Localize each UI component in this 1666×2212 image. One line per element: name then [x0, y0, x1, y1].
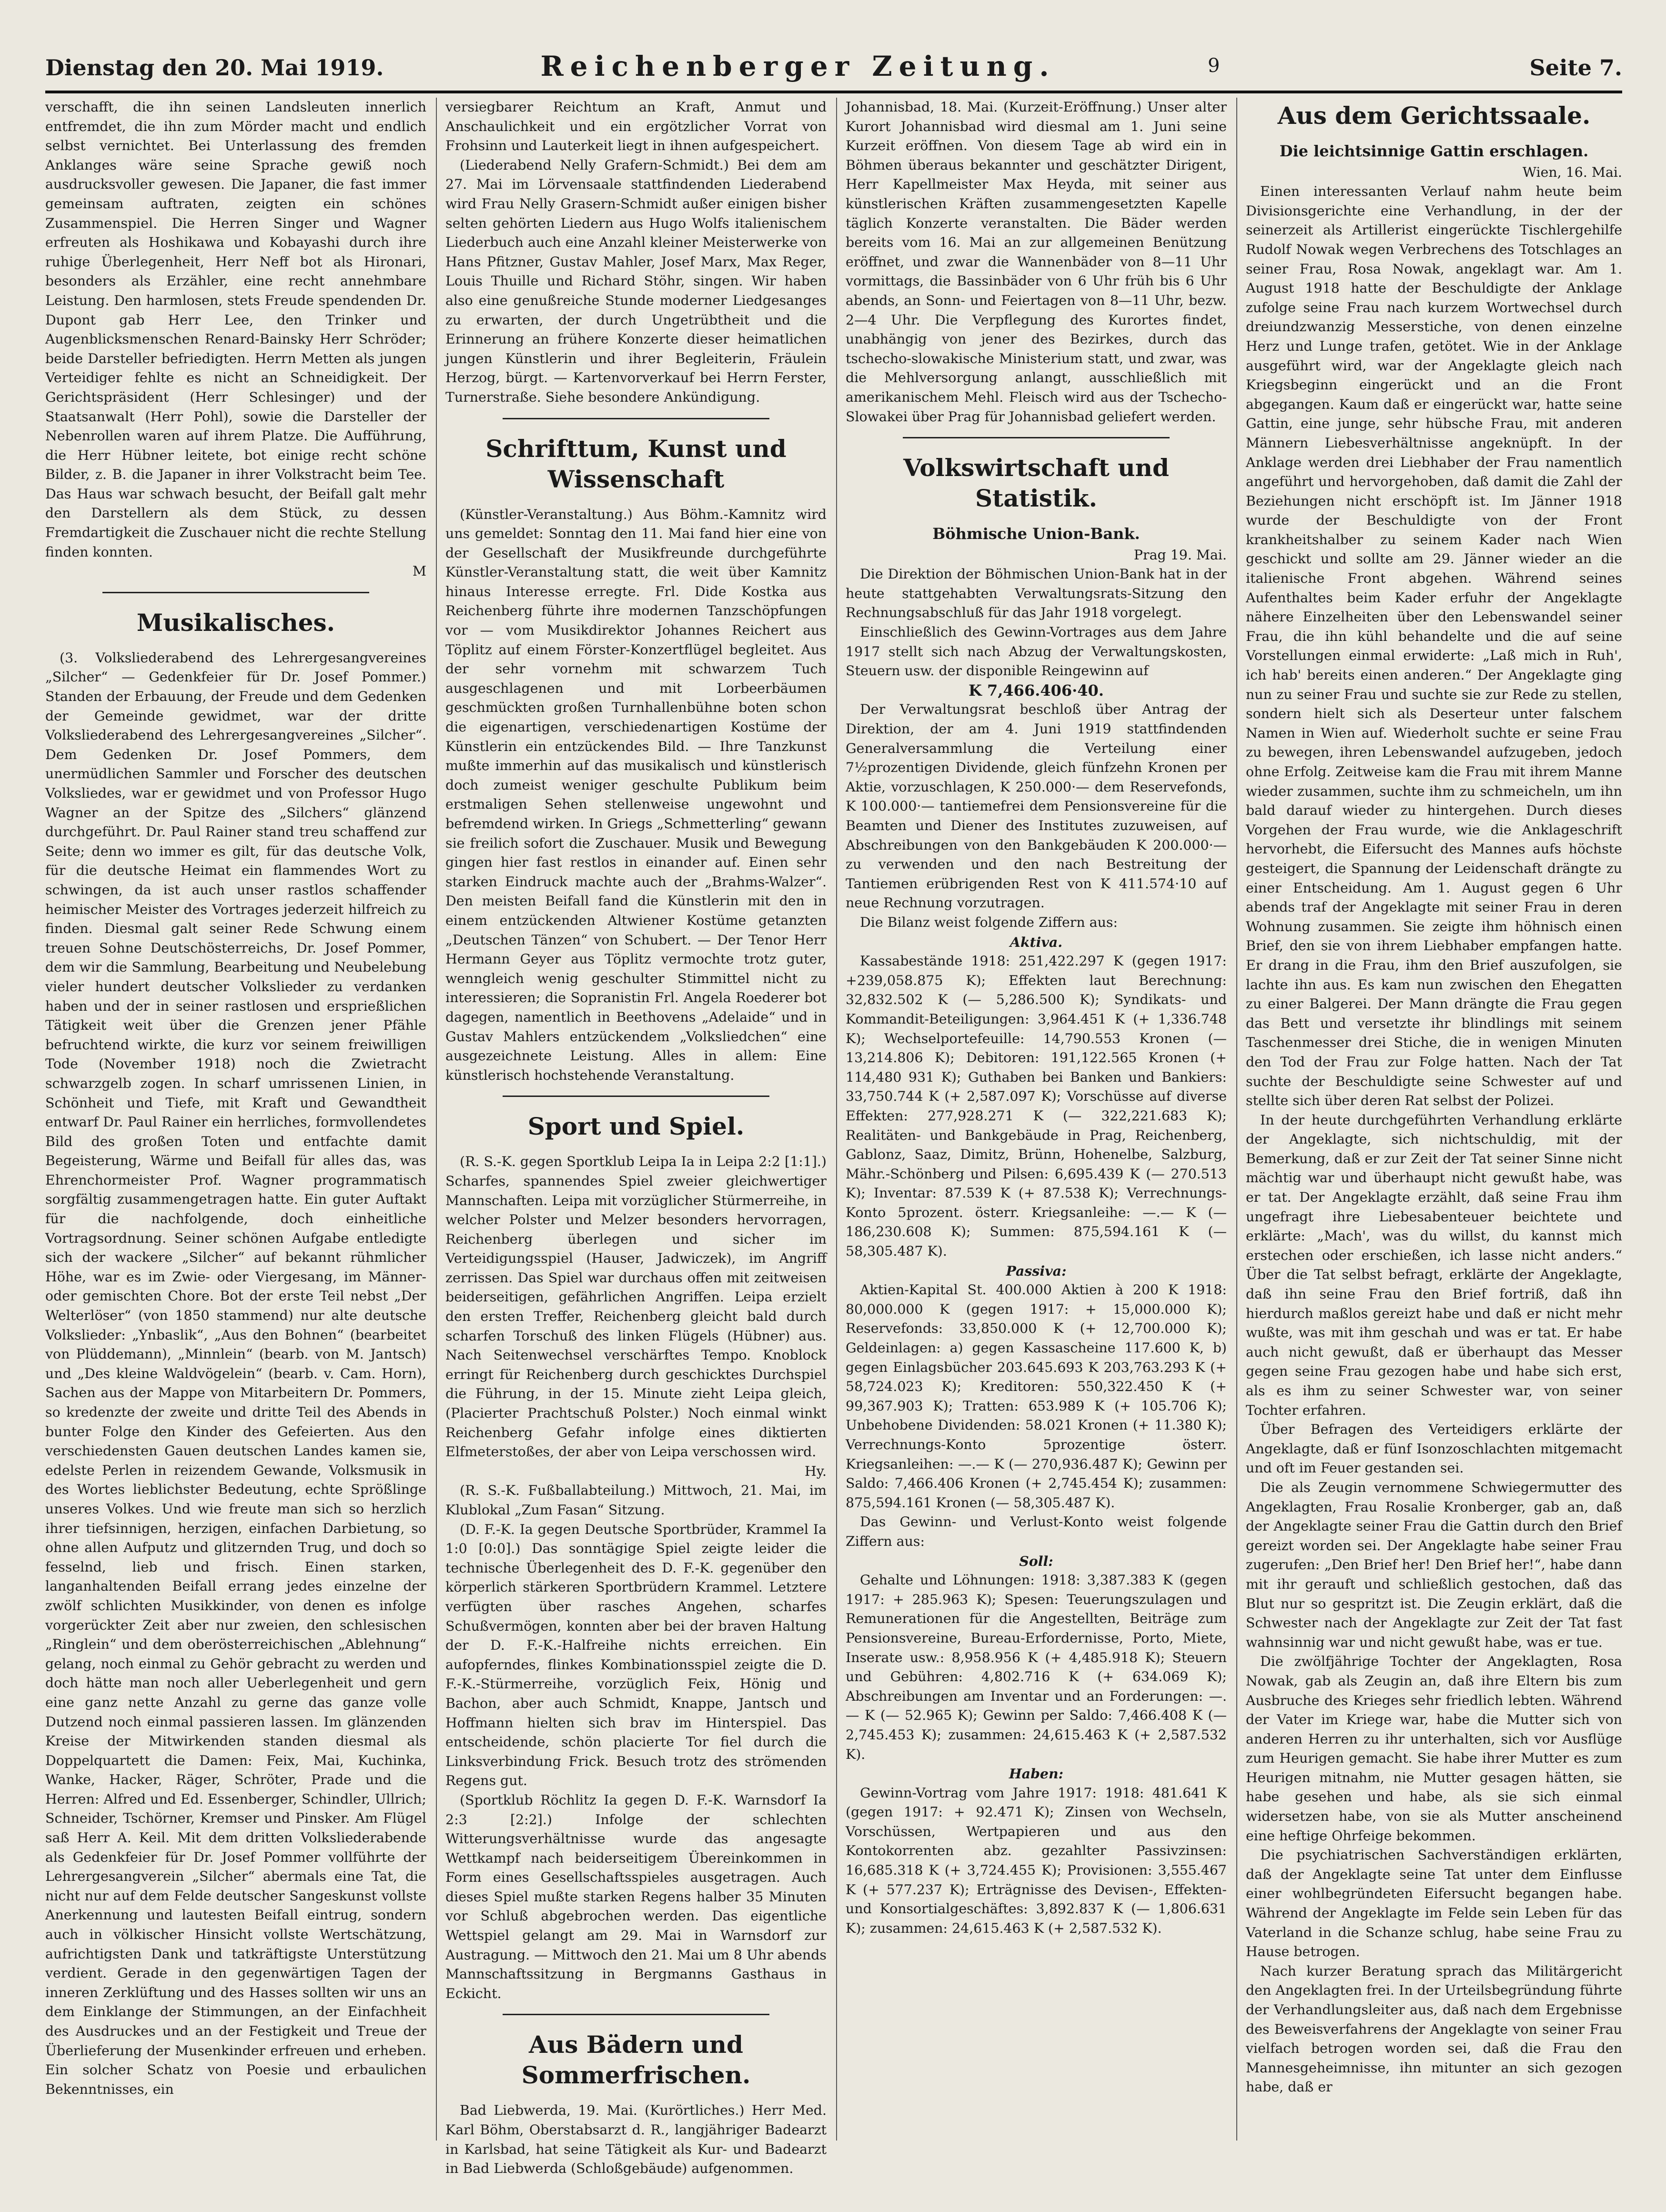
section-rule [903, 437, 1170, 438]
newspaper-title: Reichenberger Zeitung. [540, 50, 1056, 82]
court-report-experts: Die psychiatrischen Sachverständigen erklärten, daß der Angeklagte seine Tat unter dem Einflusse einer wohlbegründeten Eifersucht begangen habe. Während der Angeklagte im Felde sein Leben für das Vaterland in die Schanze schlug, habe seine Frau zu Hause betrogen. [1246, 1847, 1622, 1960]
bank-report-intro: Die Direktion der Böhmischen Union-Bank hat in der heute stattgehabten Verwaltungsrats-Sitzung den Rechnungsabschluß für das Jahr 1918 vorgelegt. [846, 566, 1227, 621]
header-rule [45, 91, 1622, 93]
assets-label: Aktiva. [1010, 934, 1063, 950]
assets-figures: Kassabestände 1918: 251,422.297 K (gegen 1917: +239,058.875 K); Effekten laut Berechnung: 32,832.502 K (— 5,286.500 K); Syndikats- und Kommandit-Beteiligungen: 3,964.451 K (+ 1,336.748 K); Wechselportefeuille: 14,790.553 Kronen (— 13,214.806 K); Debitoren: 191,122.565 Kronen (+ 114,480 931 K); Guthaben bei Banken und Bankiers: 33,750.744 K (+ 2,587.097 K); Vorschüsse auf diverse Effekten: 277,928.271 K (— 322,221.683 K); Realitäten- und Bankgebäude in Prag, Reichenberg, Gablonz, Saaz, Dimitz, Brünn, Hohenelbe, Salzburg, Mähr.-Schönberg und Pilsen: 6,695.439 K (— 270.513 K); Inventar: 87.539 K (+ 87.538 K); Verrechnungs-Konto 5prozent. österr. Kriegsanleihe: —.— K (— 186,230.608 K); Summen: 875,594.161 K (— 58,305.487 K). [846, 953, 1227, 1259]
spa-notice-johannisbad: Johannisbad, 18. Mai. (Kurzeit-Eröffnung.) Unser alter Kurort Johannisbad wird diesmal am 1. Juni seine Kurzeit eröffnen. Von diesem Tage ab wird ein in Böhmen überaus bekannter und geschätzter Dirigent, Herr Kapellmeister Max Heyda, mit seiner aus künstlerischen Kräften zusammengesetzten Kapelle täglich Konzerte veranstalten. Die Bäder werden bereits vom 16. Mai an zur allgemeinen Benützung eröffnet, und zwar die Wannenbäder von 8—11 Uhr vormittags, die Bassinbäder von 6 Uhr früh bis 6 Uhr abends, an Sonn- und Feiertagen von 8—11 Uhr, bezw. 2—4 Uhr. Die Verpflegung des Kurortes findet, unabhängig von jener des Bezirkes, durch das tschecho-slowakische Ministerium statt, und zwar, was die Mehlversorgung anlangt, ausschließlich mit amerikanischem Mehl. Fleisch wird aus der Tschecho-Slowakei über Prag für Johannisbad geliefert werden. [846, 99, 1227, 425]
header-marker: 9 [1208, 55, 1220, 77]
court-dateline: Wien, 16. Mai. [1522, 164, 1622, 180]
theater-review-text: verschafft, die ihn seinen Landsleuten innerlich entfremdet, die ihn zum Mörder macht und endlich selbst vernichtet. Bei Unterlassung des fremden Anklanges wäre seine Sprache gewiß noch ausdrucksvoller gewesen. Die Japaner, die fast immer gemeinsam auftraten, zeigten ein schönes Zusammenspiel. Die Herren Singer und Wagner erfreuten als Hoshikawa und Kobayashi durch ihre ruhige Überlegenheit, Herr Neff bot als Hironari, besonders als Erzähler, eine recht annehmbare Leistung. Den harmlosen, stets Freude spendenden Dr. Dupont gab Herr Lee, den Trinker und Augenblicksmenschen Renard-Bainsky Herr Schröder; beide Darsteller befriedigten. Herrn Metten als jungen Verteidiger fehlte es nicht an Schneidigkeit. Der Gerichtspräsident (Herr Schlesinger) und der Staatsanwalt (Herr Pohl), sowie die Darsteller der Nebenrollen waren auf ihrem Platze. Die Aufführung, die Herr Hübner leitete, bot einige recht schöne Bilder, z. B. die Japaner in ihrer Volkstracht beim Tee. Das Haus war schwach besucht, der Beifall galt mehr den Darstellern als dem Stück, zu dessen Fremdartigkeit die Zuschauer nicht die rechte Stellung finden konnten. [45, 99, 426, 560]
column-4 [1246, 98, 1622, 2141]
column-2 [445, 98, 827, 2177]
section-rule [102, 592, 369, 593]
net-profit-amount: K 7,466.406·40. [969, 681, 1104, 700]
spa-notice-liebwerda: Bad Liebwerda, 19. Mai. (Kurörtliches.) Herr Med. Karl Böhm, Oberstabsarzt d. R., langjähriger Badearzt in Karlsbad, hat seine Tätigkeit als Kur- und Badearzt in Bad Liebwerda (Schloßgebäude) aufgenommen. [445, 2102, 827, 2177]
court-report-defense: Über Befragen des Verteidigers erklärte der Angeklagte, daß er fünf Isonzoschlachten mitgemacht und oft im Feuer gestanden sei. [1246, 1421, 1622, 1476]
section-heading-spas: Aus Bädern und Sommerfrischen. [521, 2030, 751, 2090]
court-report-verdict: Nach kurzer Beratung sprach das Militärgericht den Angeklagten frei. In der Urteilsbegründung führte der Verhandlungsleiter aus, daß nach dem Ergebnisse des Beweisverfahrens der Angeklagte von seiner Frau vielfach betrogen worden sei, daß die Frau den Mannesgeheimnisse, ihn mitunter an sich gezogen habe, daß er [1246, 1963, 1622, 2095]
bank-dateline: Prag 19. Mai. [1133, 547, 1227, 563]
section-rule [503, 418, 769, 419]
section-rule [503, 1096, 769, 1097]
author-signature: M [412, 563, 426, 579]
court-report-witness: Die als Zeugin vernommene Schwiegermutter des Angeklagten, Frau Rosalie Kronberger, gab an, daß der Angeklagte seiner Frau die Gattin durch den Brief gereizt worden sei. Der Angeklagte habe seiner Frau zugerufen: „Den Brief her! Den Brief her!“, habe dann mit ihr gerauft und schließlich gestochen, daß das Blut nur so gespritzt ist. Die Zeugin erklärt, daß die Schwester nach der Angeklagte zur Zeit der Tat fast wahnsinnig war und nicht gewußt habe, was er tue. [1246, 1479, 1622, 1650]
section-heading-music: Musikalisches. [136, 608, 335, 637]
section-heading-court: Aus dem Gerichtssaale. [1277, 101, 1591, 130]
section-heading-sport: Sport und Spiel. [527, 1112, 745, 1141]
column-1 [45, 98, 426, 2141]
section-heading-arts: Schrifttum, Kunst und Wissenschaft [485, 434, 787, 493]
liabilities-label: Passiva: [1006, 1262, 1067, 1279]
profit-loss-intro: Das Gewinn- und Verlust-Konto weist folgende Ziffern aus: [846, 1514, 1227, 1549]
section-rule [503, 2014, 769, 2015]
column-divider [836, 98, 837, 2141]
court-report-text: Einen interessanten Verlauf nahm heute beim Divisionsgerichte eine Verhandlung, in der der seinerzeit als Artillerist eingerückte Tischlergehilfe Rudolf Nowak wegen Verbrechens des Totschlages an seiner Frau, Rosa Nowak, angeklagt war. Am 1. August 1918 hatte der Beschuldigte der Anklage zufolge seine Frau nach kurzem Wortwechsel durch dreiundzwanzig Messerstiche, von denen einzelne Herz und Lunge trafen, getötet. Wie in der Anklage ausgeführt wird, war der Angeklagte gleich nach Kriegsbeginn eingerückt und an die Front abgegangen. Kaum daß er eingerückt war, hatte seine Gattin, eine junge, sehr hübsche Frau, mit anderen Männern Liebesverhältnisse angeknüpft. In der Anklage werden drei Liebhaber der Frau namentlich angeführt und hervorgehoben, daß damit die Zahl der Beziehungen nicht erschöpft ist. Im Jänner 1918 wurde der Beschuldigte von der Front krankheitshalber zu seinem Kader nach Wien geschickt und sollte am 29. Jänner wieder an die italienische Front abgehen. Während seines Aufenthaltes beim Kader erfuhr der Angeklagte nähere Einzelheiten über den Lebenswandel seiner Frau, die ihn kühl behandelte und die auf seine Vorstellungen einmal erwiderte: „Laß mich in Ruh', ich hab' bereits einen anderen.“ Der Angeklagte ging nun zu seiner Frau und suchte sie zur Rede zu stellen, sondern hielt sich als Deserteur unter falschem Namen in Wien auf. Wiederholt suchte er seine Frau zu bewegen, ihren Lebenswandel aufzugeben, jedoch ohne Erfolg. Zeitweise kam die Frau mit ihrem Manne wieder zusammen, suchte ihm zu schmeicheln, um ihn bald darauf wieder zu hintergehen. Durch dieses Vorgehen der Frau wurde, wie die Anklageschrift hervorhebt, die Eifersucht des Mannes aufs höchste gesteigert, die Spannung der Leidenschaft drängte zu einer Entscheidung. Am 1. August gegen 6 Uhr abends traf der Angeklagte mit seiner Frau in deren Wohnung zusammen. Sie zeigte ihm höhnisch einen Brief, den sie von ihrem Liebhaber empfangen hatte. Er drang in die Frau, ihm den Brief auszufolgen, sie lachte ihn aus. Es kam nun zwischen den Ehegatten zu einer Balgerei. Der Mann drängte die Frau gegen das Bett und versetzte ihr blindlings mit seinem Taschenmesser drei Stiche, die in wenigen Minuten den Tod der Frau zur Folge hatten. Nach der Tat suchte der Beschuldigte seine Schwester auf und stellte sich über deren Rat selbst der Polizei. [1246, 183, 1622, 1109]
court-headline: Die leichtsinnige Gattin erschlagen. [1279, 142, 1589, 160]
bank-report-title: Böhmische Union-Bank. [932, 525, 1140, 543]
column-divider [436, 98, 437, 2141]
page-header [45, 45, 1622, 83]
sport-report-krammel: (D. F.-K. Ia gegen Deutsche Sportbrüder, Krammel Ia 1:0 [0:0].) Das sonntägige Spiel zeigte leider die technische Überlegenheit des D. F.-K. gegenüber den körperlich stärkeren Sportbrüdern Krammel. Letztere verfügten über rasches Angehen, scharfes Schußvermögen, konnten aber bei der braven Haltung der D. F.-K.-Halfreihe nichts erreichen. Ein aufopferndes, flinkes Kombinationsspiel zeigte die D. F.-K.-Stürmerreihe, vorzüglich Feix, Hönig und Bachon, aber auch Schmidt, Knappe, Jantsch und Hoffmann hielten sich brav im Hinterspiel. Das entscheidende, schön placierte Tor fiel durch die Linksverbindung Frick. Besuch trotz des strömenden Regens gut. [445, 1521, 827, 1789]
page-number: Seite 7. [1529, 55, 1622, 81]
sport-report-leipa: (R. S.-K. gegen Sportklub Leipa Ia in Leipa 2:2 [1:1].) Scharfes, spannendes Spiel zweier gleichwertiger Mannschaften. Leipa mit vorzüglicher Stürmerreihe, in welcher Polster und Melzer besonders hervorragen, Reichenberg überlegen und sicher im Verteidigungsspiel (Hauser, Jadwiczek), im Angriff zerrissen. Das Spiel war durchaus offen mit zeitweisen beiderseitigen, gefährlichen Angriffen. Leipa erzielt den ersten Treffer, Reichenberg gleicht bald durch scharfen Torschuß des linken Flügels (Hübner) aus. Nach Seitenwechsel verschärftes Tempo. Knoblock erringt für Reichenberg durch geschicktes Durchspiel die Führung, in der 15. Minute zieht Leipa gleich, (Placierter Prachtschuß Polster.) Noch einmal winkt Reichenberg Gefahr infolge eines diktierten Elfmeterstoßes, der aber von Leipa verschossen wird. [445, 1154, 827, 1460]
header-date: Dienstag den 20. Mai 1919. [45, 55, 384, 81]
music-article-text: (3. Volksliederabend des Lehrergesangvereines „Silcher“ — Gedenkfeier für Dr. Josef Pommer.) Standen der Erbauung, der Freude und dem Gedenken der Gemeinde gewidmet, war der dritte Volksliederabend des Lehrergesangvereines „Silcher“. Dem Gedenken Dr. Josef Pommers, dem unermüdlichen Sammler und Forscher des deutschen Volksliedes, war er gewidmet und von Professor Hugo Wagner an der Spitze des „Silchers“ glänzend durchgeführt. Dr. Paul Rainer stand treu schaffend zur Seite; denn wo immer es gilt, für das deutsche Volk, für die deutsche Heimat ein flammendes Wort zu schwingen, da ist auch unser rastlos schaffender heimischer Meister des Vortrages jederzeit hilfreich zu finden. Diesmal galt seiner Rede Schwung einem treuen Sohne Deutschösterreichs, Dr. Josef Pommer, dem wir die Sammlung, Bearbeitung und Neubelebung vieler hundert deutscher Volkslieder zu verdanken haben und der in seiner rastlosen und ersprießlichen Tätigkeit weit über die Grenzen jener Pfähle befruchtend wirkte, die kurz vor seinem freiwilligen Tode (November 1918) noch die Zwietracht schwarzgelb zogen. In scharf umrissenen Linien, in Schönheit und Tiefe, mit Kraft und Gewandtheit entwarf Dr. Paul Rainer ein herrliches, formvollendetes Bild des großen Toten und entfachte damit Begeisterung, Wärme und Beifall für alles das, was Ehrenchormeister Prof. Wagner programmatisch sorgfältig zusammengetragen hatte. Ein guter Auftakt für die nachfolgende, doch einheitliche Vortragsordnung. Seiner schönen Aufgabe entledigte sich der wackere „Silcher“ auf bekannt rühmlicher Höhe, war es im Zwie- oder Viergesang, im Männer- oder gemischten Chore. Bot der erste Teil nebst „Der Welterlöser“ (von 1850 stammend) nur alte deutsche Volkslieder: „Ynbaslik“, „Aus den Bohnen“ (bearbeitet von Plüddemann), „Minnlein“ (bearb. von M. Jantsch) und „Des kleine Waldvögelein“ (bearb. v. Cam. Horn), Sachen aus der Mappe von Mitarbeitern Dr. Pommers, so kredenzte der zweite und dritte Teil des Abends in bunter Folge den Kinder des Gefeierten. Aus den verschiedensten Gauen deutschen Landes kamen sie, edelste Perlen in reizendem Gewande, Volksmusik in des Wortes lieblichster Bedeutung, echte Sprößlinge unseres Volkes. Und wie freute man sich so herzlich ihrer tiefsinnigen, herzigen, einfachen Darbietung, so ohne allen Aufputz und glitzernden Trug, und doch so fesselnd, lieb und frisch. Einen starken, langanhaltenden Beifall errang jedes einzelne der zwölf schlichten Musikkinder, von denen es infolge vorgerückter Zeit aber nur zweien, den schlesischen „Ringlein“ und dem oberösterreichischen „Ablehnung“ gelang, noch einmal zu Gehör gebracht zu werden und doch hätte man noch aller Ueberlegenheit und gern eine ganz nette Anzahl zu gerne das ganze volle Dutzend noch einmal passieren lassen. Im glänzenden Kreise der Mitwirkenden standen diesmal als Doppelquartett die Damen: Feix, Mai, Kuchinka, Wanke, Hacker, Räger, Schröter, Prade und die Herren: Alfred und Ed. Essenberger, Schindler, Ullrich; Schneider, Tschörner, Kremser und Pinsker. Am Flügel saß Herr A. Keil. Mit dem dritten Volksliederabende als Gedenkfeier für Dr. Josef Pommer vollführte der Lehrergesangverein „Silcher“ abermals eine Tat, die nicht nur auf dem Felde deutscher Sangeskunst vollste Anerkennung und lautesten Beifall eintrug, sondern auch in völkischer Hinsicht vollste Wertschätzung, aufrichtigsten Dank und tatkräftigste Unterstützung verdient. Gerade in den gegenwärtigen Tagen der inneren Zerklüftung und des Hasses sollten wir uns an dem Einklange der Stimmungen, an der Einfachheit des Ausdruckes und an der Festigkeit und Treue der Überlieferung der Musenkinder erfreuen und erheben. Ein solcher Schatz von Poesie und erbaulichen Bekenntnisses, ein [45, 649, 426, 2097]
bank-report-dividend: Der Verwaltungsrat beschloß über Antrag der Direktion, der am 4. Juni 1919 stattfindenden Generalversammlung die Verteilung einer 7½prozentigen Dividende, gleich fünfzehn Kronen per Aktie, vorzuschlagen, K 250.000·— dem Reservefonds, K 100.000·— tantiemefrei dem Pensionsvereine für die Beamten und Diener des Institutes zuzuweisen, auf Abschreibungen von den Bankgebäuden K 200.000·— zu verwenden und den nach Bestreitung der Tantiemen erübrigenden Rest von K 411.574·10 auf neue Rechnung vorzutragen. [846, 701, 1227, 911]
liabilities-figures: Aktien-Kapital St. 400.000 Aktien à 200 K 1918: 80,000.000 K (gegen 1917: + 15,000.000 K); Reservefonds: 33,850.000 K (+ 12,700.000 K); Geldeinlagen: a) gegen Kassascheine 117.600 K, b) gegen Einlagsbücher 203.645.693 K 203,763.293 K (+ 58,724.023 K); Kreditoren: 550,322.450 K (+ 99,367.903 K); Tratten: 653.989 K (+ 105.706 K); Unbehobene Dividenden: 58.021 Kronen (+ 11.380 K); Verrechnungs-Konto 5prozentige österr. Kriegsanleihen: —.— K (— 270,936.487 K); Gewinn per Saldo: 7,466.406 Kronen (+ 2,745.454 K); zusammen: 875,594.161 Kronen (— 58,305.487 K). [846, 1282, 1227, 1511]
sport-notice-meeting: (R. S.-K. Fußballabteilung.) Mittwoch, 21. Mai, im Klublokal „Zum Fasan“ Sitzung. [445, 1482, 827, 1518]
balance-intro: Die Bilanz weist folgende Ziffern aus: [860, 914, 1118, 930]
column-3 [846, 98, 1227, 2141]
author-signature: Hy. [804, 1463, 827, 1479]
music-article-continued: versiegbarer Reichtum an Kraft, Anmut und Anschaulichkeit und ein ergötzlicher Vorrat von Frohsinn und Lauterkeit liegt in ihnen aufgespeichert. [445, 99, 827, 154]
column-divider [1236, 98, 1237, 2141]
section-heading-economy: Volkswirtschaft und Statistik. [903, 454, 1169, 513]
court-report-daughter: Die zwölfjährige Tochter der Angeklagten, Rosa Nowak, gab als Zeugin an, daß ihre Eltern bis zum Ausbruche des Krieges sehr friedlich lebten. Während der Vater im Kriege war, habe die Mutter sich von anderen Herren zu ihr unterhalten, sich vor Ausflüge zum Heurigen gemacht. Sie habe ihrer Mutter es zum Heurigen mitnahm, nie Mutter gesagen hätten, sie habe gesehen und habe, als sie sich einmal widersetzen habe, von sie als Mutter anscheinend eine heftige Ohrfeige bekommen. [1246, 1654, 1622, 1844]
credit-label: Haben: [1009, 1766, 1064, 1782]
bank-report-profit: Einschließlich des Gewinn-Vortrages aus dem Jahre 1917 stellt sich nach Abzug der Verwaltungskosten, Steuern usw. der disponible Reingewinn auf [846, 624, 1227, 679]
sport-report-warnsdorf: (Sportklub Röchlitz Ia gegen D. F.-K. Warnsdorf Ia 2:3 [2:2].) Infolge der schlechten Witterungsverhältnisse wurde das angesagte Wettkampf nach beiderseitigem Übereinkommen in Form eines Gesellschaftsspieles ausgetragen. Auch dieses Spiel mußte starken Regens halber 35 Minuten vor Schluß abgebrochen werden. Das eigentliche Wettspiel gelangt am 29. Mai in Warnsdorf zur Austragung. — Mittwoch den 21. Mai um 8 Uhr abends Mannschaftssitzung in Bergmanns Gasthaus in Eckicht. [445, 1792, 827, 2001]
court-report-hearing: In der heute durchgeführten Verhandlung erklärte der Angeklagte, sich nichtschuldig, mit der Bemerkung, daß er zur Zeit der Tat seiner Sinne nicht mächtig war und überhaupt nicht gewußt habe, was er tat. Der Angeklagte erzählt, daß seine Frau ihm ungefragt ihre Liebesabenteuer beichtete und erklärte: „Mach', was du willst, du kannst mich erstechen oder erschießen, ich lasse nicht anders.“ Über die Tat selbst befragt, erklärte der Angeklagte, daß ihn seine Frau den Brief fortriß, daß ihn hierdurch maßlos gereizt habe und daß er nicht mehr wußte, was mit ihm geschah und was er tat. Er habe auch nicht gewußt, daß er überhaupt das Messer gegen seine Frau gezogen habe und habe sich erst, als es ihm zu seiner Schwester war, von seiner Tochter erfahren. [1246, 1112, 1622, 1418]
debit-figures: Gehalte und Löhnungen: 1918: 3,387.383 K (gegen 1917: + 285.963 K); Spesen: Teuerungszulagen und Remunerationen für die Angestellten, Beiträge zum Pensionsvereine, Bureau-Erfordernisse, Porto, Miete, Inserate usw.: 8,958.956 K (+ 4,485.918 K); Steuern und Gebühren: 4,802.716 K (+ 634.069 K); Abschreibungen am Inventar und an Forderungen: —.— K (— 52.965 K); Gewinn per Saldo: 7,466.408 K (— 2,745.453 K); zusammen: 24,615.463 K (+ 2,587.532 K). [846, 1572, 1227, 1762]
debit-label: Soll: [1019, 1552, 1053, 1569]
credit-figures: Gewinn-Vortrag vom Jahre 1917: 1918: 481.641 K (gegen 1917: + 92.471 K); Zinsen von Wechseln, Vorschüssen, Wertpapieren und aus den Kontokorrenten abz. gezahlter Passivzinsen: 16,685.318 K (+ 3,724.455 K); Provisionen: 3,555.467 K (+ 577.237 K); Erträgnisse des Devisen-, Effekten- und Konsortialgeschäftes: 3,892.837 K (— 1,806.631 K); zusammen: 24,615.463 K (+ 2,587.532 K). [846, 1785, 1227, 1936]
arts-article-text: (Künstler-Veranstaltung.) Aus Böhm.-Kamnitz wird uns gemeldet: Sonntag den 11. Mai fand hier eine von der Gesellschaft der Musikfreunde durchgeführte Künstler-Veranstaltung statt, die weit über Kamnitz hinaus Interesse erregte. Frl. Dide Kostka aus Reichenberg führte ihre modernen Tanzschöpfungen vor — vom Musikdirektor Johannes Reichert aus Töplitz auf einem Förster-Konzertflügel begleitet. Aus der sehr vornehm mit schwarzem Tuch ausgeschlagenen und mit Lorbeerbäumen geschmückten großen Turnhallenbühne boten schon die eigenartigen, verschiedenartigen Kostüme der Künstlerin ein entzückendes Bild. — Ihre Tanzkunst mußte immerhin auf das musikalisch und künstlerisch doch zumeist weniger geschulte Publikum beim erstmaligen Sehen stellenweise ungewohnt und befremdend wirken. In Griegs „Schmetterling“ gewann sie freilich sofort die Zuschauer. Musik und Bewegung gingen hier fast restlos in einander auf. Einen sehr starken Eindruck machte auch der „Brahms-Walzer“. Den meisten Beifall fand die Künstlerin mit den in einem entzückenden Altwiener Kostüme getanzten „Deutschen Tänzen“ von Schubert. — Der Tenor Herr Hermann Geyer aus Töplitz vermochte trotz guter, wenngleich wenig geschulter Stimmittel nicht zu interessieren; die Sopranistin Frl. Angela Roederer bot dagegen, namentlich in Beethovens „Adelaide“ und in Gustav Mahlers entzückendem „Volksliedchen“ eine ausgezeichnete Leistung. Alles in allem: Eine künstlerisch hochstehende Veranstaltung. [445, 506, 827, 1083]
recital-notice: (Liederabend Nelly Grafern-Schmidt.) Bei dem am 27. Mai im Lörvensaale stattfindenden Liederabend wird Frau Nelly Grasern-Schmidt außer einigen bisher selten gehörten Liedern aus Hugo Wolfs italienischem Liederbuch auch eine Anzahl kleiner Meisterwerke von Hans Pfitzner, Gustav Mahler, Josef Marx, Max Reger, Louis Thuille und Richard Stöhr, singen. Wir haben also eine genußreiche Stunde moderner Liedgesanges zu erwarten, der durch Ungetrübtheit und die Erinnerung an frühere Konzerte dieser heimatlichen jungen Künstlerin und ihrer Begleiterin, Fräulein Herzog, bürgt. — Kartenvorverkauf bei Herrn Ferster, Turnerstraße. Siehe besondere Ankündigung. [445, 157, 827, 405]
